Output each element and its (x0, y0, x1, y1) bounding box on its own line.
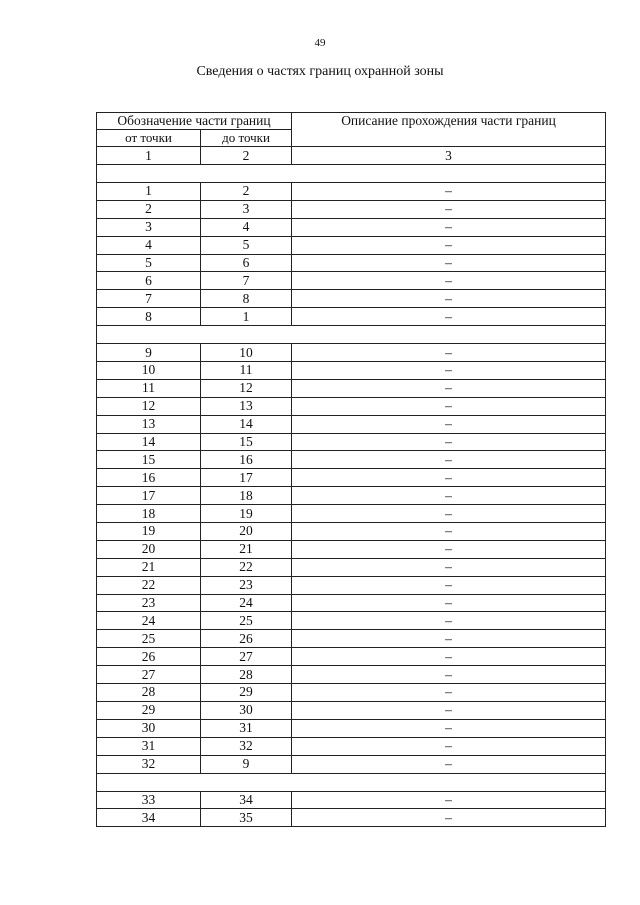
group-separator-row (97, 326, 606, 344)
to-point-cell: 14 (201, 415, 292, 433)
group-separator-cell (97, 773, 606, 791)
to-point-cell: 13 (201, 397, 292, 415)
table-row (97, 200, 606, 218)
to-point-cell: 6 (201, 254, 292, 272)
column-number: 1 (97, 147, 201, 165)
to-point-cell: 28 (201, 666, 292, 684)
from-point-cell: 20 (97, 540, 201, 558)
description-cell: – (292, 290, 606, 308)
table-row (97, 648, 606, 666)
table-row (97, 487, 606, 505)
table-row (97, 451, 606, 469)
table-row (97, 379, 606, 397)
to-point-cell: 34 (201, 791, 292, 809)
column-number-row (97, 147, 606, 165)
table-row (97, 236, 606, 254)
description-cell: – (292, 701, 606, 719)
to-point-cell: 30 (201, 701, 292, 719)
from-point-cell: 2 (97, 200, 201, 218)
from-point-cell: 23 (97, 594, 201, 612)
header-designation: Обозначение части границ (97, 113, 292, 130)
description-cell: – (292, 397, 606, 415)
from-point-cell: 14 (97, 433, 201, 451)
table-row (97, 755, 606, 773)
table-row (97, 254, 606, 272)
table-row (97, 344, 606, 362)
to-point-cell: 24 (201, 594, 292, 612)
to-point-cell: 2 (201, 183, 292, 201)
from-point-cell: 4 (97, 236, 201, 254)
group-separator-row (97, 773, 606, 791)
table-row (97, 469, 606, 487)
column-number: 2 (201, 147, 292, 165)
to-point-cell: 19 (201, 505, 292, 523)
description-cell: – (292, 809, 606, 827)
from-point-cell: 32 (97, 755, 201, 773)
to-point-cell: 22 (201, 558, 292, 576)
description-cell: – (292, 362, 606, 380)
to-point-cell: 1 (201, 308, 292, 326)
column-number: 3 (292, 147, 606, 165)
from-point-cell: 19 (97, 523, 201, 541)
to-point-cell: 29 (201, 684, 292, 702)
description-cell: – (292, 594, 606, 612)
to-point-cell: 17 (201, 469, 292, 487)
description-cell: – (292, 254, 606, 272)
from-point-cell: 9 (97, 344, 201, 362)
table-row (97, 540, 606, 558)
description-cell: – (292, 576, 606, 594)
from-point-cell: 24 (97, 612, 201, 630)
table-header (97, 113, 606, 165)
to-point-cell: 7 (201, 272, 292, 290)
to-point-cell: 26 (201, 630, 292, 648)
description-cell: – (292, 469, 606, 487)
description-cell: – (292, 487, 606, 505)
from-point-cell: 12 (97, 397, 201, 415)
page-number: 49 (314, 37, 326, 49)
to-point-cell: 31 (201, 719, 292, 737)
description-cell: – (292, 218, 606, 236)
description-cell: – (292, 308, 606, 326)
table-row (97, 523, 606, 541)
group-separator-row (97, 165, 606, 183)
to-point-cell: 20 (201, 523, 292, 541)
to-point-cell: 5 (201, 236, 292, 254)
to-point-cell: 10 (201, 344, 292, 362)
table-row (97, 666, 606, 684)
table-row (97, 558, 606, 576)
from-point-cell: 21 (97, 558, 201, 576)
from-point-cell: 8 (97, 308, 201, 326)
description-cell: – (292, 272, 606, 290)
to-point-cell: 9 (201, 755, 292, 773)
table-row (97, 594, 606, 612)
table-row (97, 308, 606, 326)
from-point-cell: 3 (97, 218, 201, 236)
header-to-point: до точки (201, 130, 292, 147)
from-point-cell: 13 (97, 415, 201, 433)
from-point-cell: 6 (97, 272, 201, 290)
from-point-cell: 5 (97, 254, 201, 272)
description-cell: – (292, 791, 606, 809)
from-point-cell: 10 (97, 362, 201, 380)
to-point-cell: 35 (201, 809, 292, 827)
to-point-cell: 11 (201, 362, 292, 380)
from-point-cell: 33 (97, 791, 201, 809)
from-point-cell: 15 (97, 451, 201, 469)
from-point-cell: 18 (97, 505, 201, 523)
group-separator-cell (97, 326, 606, 344)
description-cell: – (292, 433, 606, 451)
table-row (97, 630, 606, 648)
table-row (97, 701, 606, 719)
header-from-point: от точки (97, 130, 201, 147)
header-description: Описание прохождения части границ (292, 113, 606, 147)
description-cell: – (292, 379, 606, 397)
table-row (97, 809, 606, 827)
description-cell: – (292, 415, 606, 433)
from-point-cell: 29 (97, 701, 201, 719)
to-point-cell: 12 (201, 379, 292, 397)
description-cell: – (292, 612, 606, 630)
from-point-cell: 26 (97, 648, 201, 666)
table-row (97, 612, 606, 630)
from-point-cell: 22 (97, 576, 201, 594)
description-cell: – (292, 540, 606, 558)
to-point-cell: 23 (201, 576, 292, 594)
from-point-cell: 16 (97, 469, 201, 487)
group-separator-cell (97, 165, 606, 183)
document-title: Сведения о частях границ охранной зоны (196, 64, 444, 79)
description-cell: – (292, 344, 606, 362)
table-row (97, 505, 606, 523)
table-row (97, 684, 606, 702)
description-cell: – (292, 630, 606, 648)
table-row (97, 791, 606, 809)
table-row (97, 397, 606, 415)
from-point-cell: 1 (97, 183, 201, 201)
from-point-cell: 25 (97, 630, 201, 648)
table-row (97, 576, 606, 594)
table-row (97, 719, 606, 737)
description-cell: – (292, 558, 606, 576)
from-point-cell: 27 (97, 666, 201, 684)
from-point-cell: 7 (97, 290, 201, 308)
to-point-cell: 15 (201, 433, 292, 451)
description-cell: – (292, 451, 606, 469)
table-row (97, 362, 606, 380)
from-point-cell: 30 (97, 719, 201, 737)
table-row (97, 290, 606, 308)
description-cell: – (292, 684, 606, 702)
from-point-cell: 11 (97, 379, 201, 397)
boundary-parts-table (96, 112, 606, 827)
table-row (97, 183, 606, 201)
from-point-cell: 17 (97, 487, 201, 505)
table-row (97, 737, 606, 755)
to-point-cell: 18 (201, 487, 292, 505)
description-cell: – (292, 737, 606, 755)
table-row (97, 433, 606, 451)
to-point-cell: 3 (201, 200, 292, 218)
description-cell: – (292, 200, 606, 218)
description-cell: – (292, 648, 606, 666)
to-point-cell: 32 (201, 737, 292, 755)
description-cell: – (292, 666, 606, 684)
description-cell: – (292, 236, 606, 254)
from-point-cell: 28 (97, 684, 201, 702)
to-point-cell: 8 (201, 290, 292, 308)
description-cell: – (292, 505, 606, 523)
table-row (97, 415, 606, 433)
table-body (97, 165, 606, 827)
from-point-cell: 31 (97, 737, 201, 755)
table-row (97, 218, 606, 236)
to-point-cell: 16 (201, 451, 292, 469)
from-point-cell: 34 (97, 809, 201, 827)
description-cell: – (292, 755, 606, 773)
table-row (97, 272, 606, 290)
description-cell: – (292, 719, 606, 737)
description-cell: – (292, 523, 606, 541)
to-point-cell: 4 (201, 218, 292, 236)
to-point-cell: 21 (201, 540, 292, 558)
to-point-cell: 27 (201, 648, 292, 666)
description-cell: – (292, 183, 606, 201)
to-point-cell: 25 (201, 612, 292, 630)
